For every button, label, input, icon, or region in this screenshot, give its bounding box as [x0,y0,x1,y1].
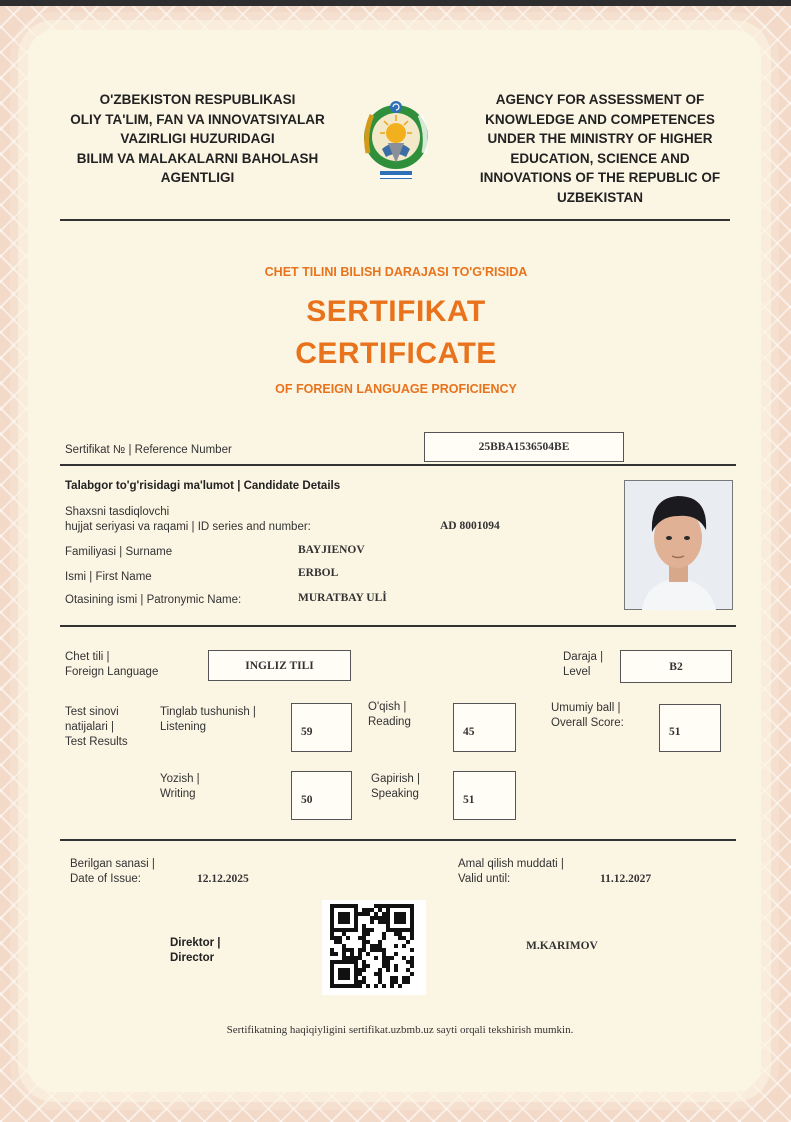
state-emblem-icon [360,93,432,189]
candidate-section-title: Talabgor to'g'risidagi ma'lumot | Candidate Details [65,480,341,492]
results-label: Test sinovi natijalari | Test Results [65,706,128,748]
patronymic-value: MURATBAY ULİ [298,592,387,604]
level-label: Daraja | Level [563,651,604,678]
candidate-photo [624,480,733,610]
overall-score-box: 51 [659,704,721,752]
reading-label: O'qish | Reading [368,701,411,728]
speaking-score-box: 51 [453,771,516,820]
top-dark-strip [0,0,791,6]
surname-value: BAYJIENOV [298,544,365,556]
title-subtitle-top: CHET TILINI BILISH DARAJASI TO'G'RISIDA [264,265,528,279]
issue-date-value: 12.12.2025 [197,873,249,885]
language-label: Chet tili | Foreign Language [65,651,159,678]
title-certificate: CERTIFICATE [295,337,497,370]
listening-label: Tinglab tushunish | Listening [160,706,256,733]
level-box: B2 [620,650,732,683]
language-box: INGLIZ TILI [208,650,351,681]
header-right-en: AGENCY FOR ASSESSMENT OF KNOWLEDGE AND COMPETENCES UNDER THE MINISTRY OF HIGHER EDUCATION, SCIENCE AND INNOVATIONS OF THE REPUBLIC OF UZBEKISTAN [479,92,721,205]
title-subtitle-bottom: OF FOREIGN LANGUAGE PROFICIENCY [275,382,517,396]
valid-until-label: Amal qilish muddati | Valid until: [458,858,564,885]
id-value: AD 8001094 [440,520,500,532]
valid-until-value: 11.12.2027 [600,873,652,885]
reference-divider [60,464,736,466]
qr-code [322,900,426,995]
writing-score-box: 50 [291,771,352,820]
director-name: M.KARIMOV [526,940,598,952]
reference-label: Sertifikat № | Reference Number [65,444,232,456]
reference-number-box: 25BBA1536504BE [424,432,624,462]
id-label: Shaxsni tasdiqlovchi hujjat seriyasi va raqami | ID series and number: [65,506,311,533]
surname-label: Familiyasi | Surname [65,546,173,558]
firstname-label: Ismi | First Name [65,571,152,583]
candidate-divider [60,625,736,627]
header-divider [60,219,730,221]
director-label: Direktor | Director [170,937,221,964]
overall-label: Umumiy ball | Overall Score: [551,702,624,729]
header-left-uz: O'ZBEKISTON RESPUBLIKASI OLIY TA'LIM, FAN VA INNOVATSIYALAR VAZIRLIGI HUZURIDAGI BILIM VA MALAKALARNI BAHOLASH AGENTLIGI [70,92,325,185]
title-sertifikat: SERTIFIKAT [306,295,486,328]
patronymic-label: Otasining ismi | Patronymic Name: [65,594,242,606]
listening-score-box: 59 [291,703,352,752]
speaking-label: Gapirish | Speaking [371,773,421,800]
results-divider [60,839,736,841]
verification-footer: Sertifikatning haqiqiyligini sertifikat.uzbmb.uz sayti orqali tekshirish mumkin. [226,1024,574,1036]
firstname-value: ERBOL [298,567,339,579]
issue-date-label: Berilgan sanasi | Date of Issue: [70,858,155,885]
reading-score-box: 45 [453,703,516,752]
writing-label: Yozish | Writing [160,773,200,800]
